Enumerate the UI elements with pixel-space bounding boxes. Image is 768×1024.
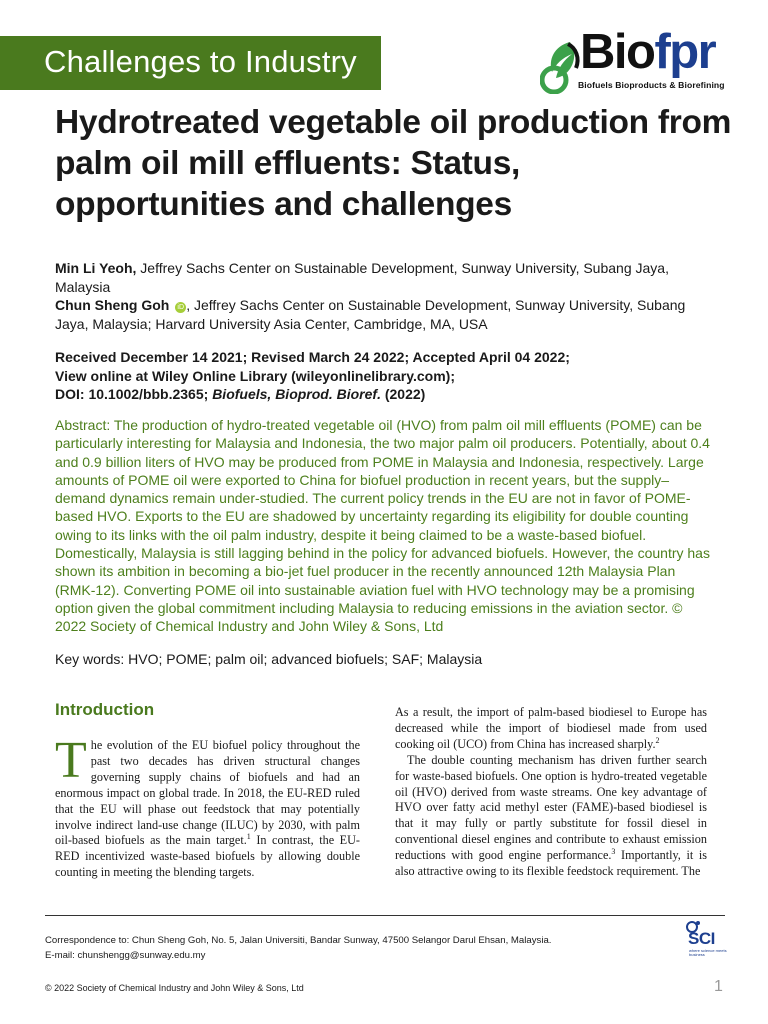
- body-column-right: [395, 705, 707, 880]
- author-name: Min Li Yeoh,: [55, 260, 137, 276]
- correspondence-email: E-mail: chunshengg@sunway.edu.my: [45, 950, 206, 961]
- received-dates: Received December 14 2021; Revised March 24 2022; Accepted April 04 2022;: [55, 349, 570, 365]
- author-entry: [55, 259, 715, 296]
- keywords: Key words: HVO; POME; palm oil; advanced biofuels; SAF; Malaysia: [55, 651, 483, 667]
- correspondence: [45, 933, 551, 963]
- author-list: [55, 259, 715, 333]
- author-entry: [55, 296, 715, 333]
- logo-tagline: Biofuels Bioproducts & Biorefining: [578, 80, 725, 90]
- article-title: Hydrotreated vegetable oil production from palm oil mill effluents: Status, opportunities and challenges: [55, 104, 732, 223]
- reference-link[interactable]: 2: [655, 735, 660, 745]
- drop-cap: T: [55, 732, 87, 789]
- doi-line: DOI: 10.1002/bbb.2365; Biofuels, Bioprod. Bioref. (2022): [55, 386, 426, 402]
- footer-divider: [45, 915, 725, 916]
- reference-link[interactable]: 1: [246, 832, 251, 842]
- author-affiliation: Jeffrey Sachs Center on Sustainable Development, Sunway University, Subang Jaya, Malaysia: [55, 260, 669, 295]
- sci-logo: [682, 919, 728, 959]
- article-history: [55, 348, 715, 404]
- online-notice: View online at Wiley Online Library (wileyonlinelibrary.com);: [55, 367, 456, 384]
- sci-tagline: where science meets business: [689, 948, 727, 957]
- section-heading-introduction: Introduction: [55, 700, 155, 719]
- logo-wordmark: Biofpr: [580, 25, 716, 79]
- author-name: Chun Sheng Goh: [55, 297, 170, 313]
- orcid-icon[interactable]: iD: [175, 302, 186, 313]
- body-column-left: [55, 732, 360, 881]
- reference-link[interactable]: 3: [611, 847, 616, 857]
- author-affiliation: , Jeffrey Sachs Center on Sustainable Development, Sunway University, Subang Jaya, Malaysia; Harvard University Asia Center, Cambridge, MA, USA: [55, 297, 686, 332]
- paragraph: The double counting mechanism has driven further search for waste-based biofuels. One option is hydro-treated vegetable oil (HVO) derived from waste streams. One key advantage of HVO over fatty acid methyl ester (FAME)-based biodiesel is that it may fully or partly substitute for fossil diesel in conventional diesel engines and contribute to exhaust emission reductions with good engine performance.$^3$ Importantly, it is also attractive owing to its flexible feedstock requirement. The: [395, 752, 707, 879]
- paragraph: As a result, the import of palm-based biodiesel to Europe has decreased while the import of biodiesel made from used cooking oil (UCO) from China has increased sharply.$^2$: [395, 705, 707, 751]
- section-banner: [0, 36, 381, 90]
- copyright: © 2022 Society of Chemical Industry and John Wiley & Sons, Ltd: [45, 983, 304, 993]
- journal-logo: [540, 25, 730, 96]
- section-banner-label: Challenges to Industry: [44, 44, 357, 79]
- abstract: Abstract: The production of hydro-treated vegetable oil (HVO) from palm oil mill effluents (POME) can be particularly interesting for Malaysia and Indonesia, the two major palm oil producers. Potentially, about 0.4 and 0.9 billion liters of HVO may be produced from POME in Malaysia and Indonesia, respectively. Large amounts of POME oil were exported to China for biofuel production in recent years, but the supply–demand dynamics remain under-studied. The current policy trends in the EU are not in favor of POME-based HVO. Exports to the EU are shadowed by uncertainty regarding its eligibility for double counting owing to its links with the oil palm industry, despite it being claimed to be a waste-based biofuel. Domestically, Malaysia is still lagging behind in the policy for advanced biofuels. However, the country has shown its ambition in becoming a bio-jet fuel producer in the recently announced 12th Malaysia Plan (RMK-12). Converting POME oil into sustainable aviation fuel with HVO technology may be a promising option given the global commitment including Malaysia to reducing emissions in the aviation sector. © 2022 Society of Chemical Industry and John Wiley & Sons, Ltd: [55, 417, 710, 635]
- paragraph: The evolution of the EU biofuel policy throughout the past two decades has driven structural changes governing supply chains of biofuels and had an enormous impact on global trade. In 2018, the EU-RED ruled that the EU will phase out feedstock that may potentially involve indirect land-use change (ILUC) by 2030, with palm oil-based biofuels as the main target.$^1$ In contrast, the EU-RED incentivized waste-based biofuels by allowing double counting in meeting the blending targets.: [55, 732, 360, 880]
- sci-wordmark: SCI: [688, 929, 715, 948]
- page-number: 1: [714, 978, 723, 995]
- correspondence-address: Correspondence to: Chun Sheng Goh, No. 5, Jalan Universiti, Bandar Sunway, 47500 Selangor Darul Ehsan, Malaysia.: [45, 935, 552, 946]
